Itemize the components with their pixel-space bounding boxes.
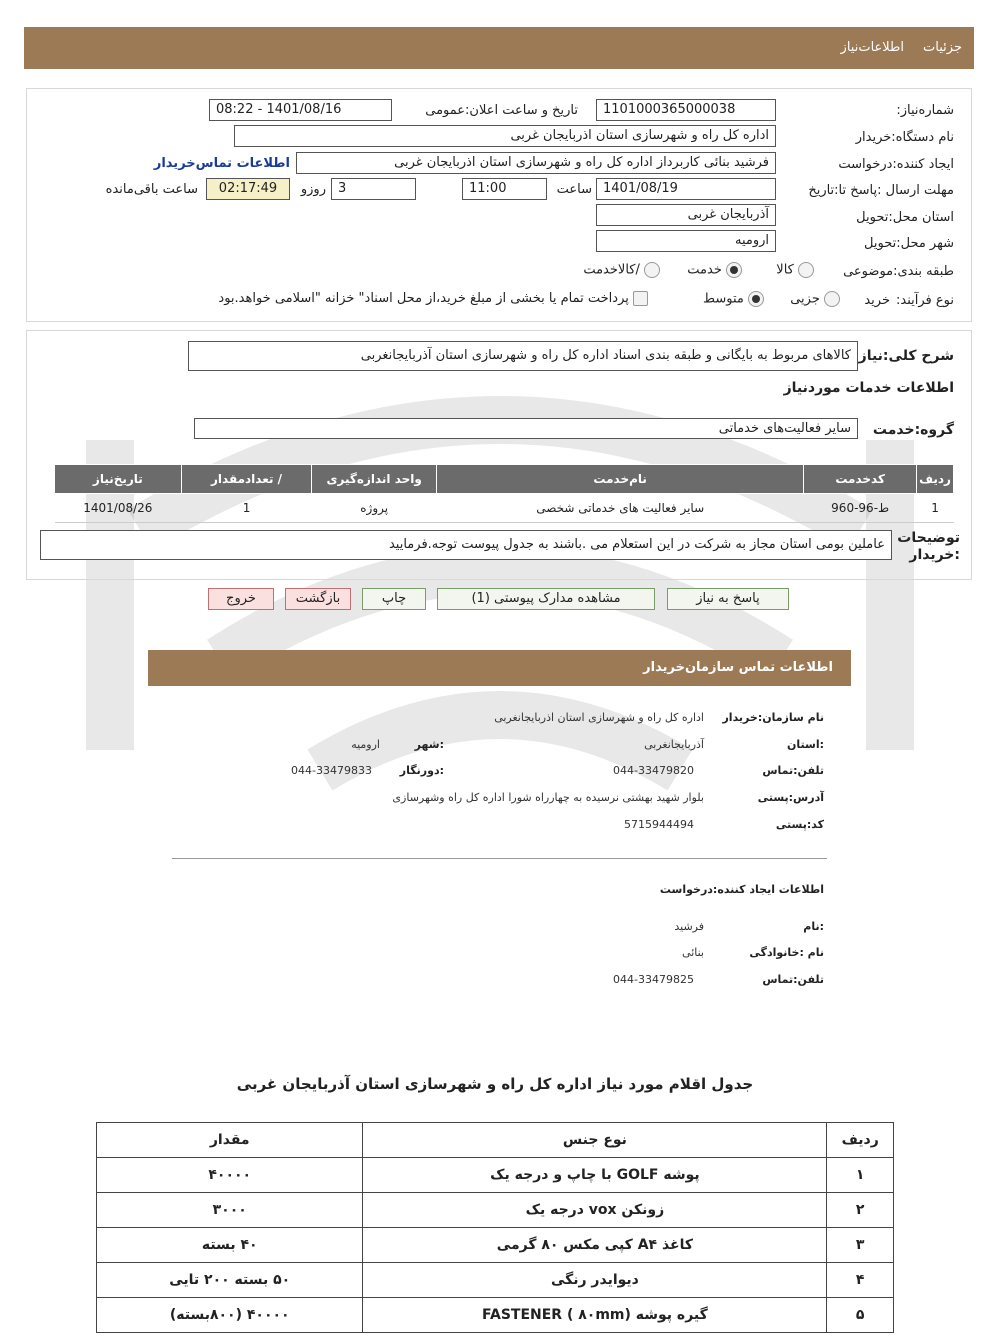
city-contact-label: :شهر xyxy=(414,738,444,751)
province-field: آذربایجان غربی xyxy=(596,204,776,226)
creator-field: فرشید بنائی کاربرداز اداره کل راه و شهرسازی استان اذربایجان غربی xyxy=(296,152,776,174)
item-type: گیره پوشه FASTENER ( ۸۰mm) xyxy=(363,1298,827,1333)
reply-button[interactable]: پاسخ به نیاز xyxy=(667,588,789,610)
need-number-field: 1101000365000038 xyxy=(596,99,776,121)
fax-label: :دورنگار xyxy=(399,764,444,777)
table-row xyxy=(97,1298,894,1333)
col-row: ردیف xyxy=(917,465,954,494)
cell-date: 1401/08/26 xyxy=(55,494,182,523)
item-row-num: ۵ xyxy=(827,1298,894,1333)
process-medium-option[interactable]: متوسط xyxy=(703,291,764,307)
cell-qty: 1 xyxy=(181,494,312,523)
remaining-timer: 02:17:49 xyxy=(206,178,290,200)
announce-field: 1401/08/16 - 08:22 xyxy=(209,99,392,121)
back-button[interactable]: بازگشت xyxy=(285,588,351,610)
buyer-label: نام دستگاه:خریدار xyxy=(855,130,954,145)
tab-need-info[interactable]: اطلاعات‌نیاز xyxy=(840,40,904,55)
exit-button[interactable]: خروج xyxy=(208,588,274,610)
name-value: فرشید xyxy=(674,920,704,933)
category-goods-option[interactable]: کالا xyxy=(776,262,814,278)
items-col-type: نوع جنس xyxy=(363,1123,827,1158)
items-table xyxy=(96,1122,894,1333)
need-number-label: شماره‌نیاز: xyxy=(896,103,954,118)
process-label: نوع فرآیند: xyxy=(896,293,954,308)
item-type: کاغذ A۴ کپی مکس ۸۰ گرمی xyxy=(363,1228,827,1263)
top-header-bar xyxy=(24,27,974,69)
org-label: نام سازمان:خریدار xyxy=(722,711,824,724)
cell-unit: پروژه xyxy=(312,494,437,523)
postal-label: کد:پستی xyxy=(775,818,824,831)
item-type: دیوایدر رنگی xyxy=(363,1263,827,1298)
item-row-num: ۴ xyxy=(827,1263,894,1298)
city-field: ارومیه xyxy=(596,230,776,252)
address-label: آدرس:پستی xyxy=(757,791,824,804)
family-label: نام :خانوادگی xyxy=(749,946,824,959)
province-contact-value: آذربایجانغربی xyxy=(644,738,704,751)
phone-label: تلفن:تماس xyxy=(762,764,824,777)
category-label: طبقه بندی:موضوعی xyxy=(843,264,954,279)
table-row xyxy=(55,494,954,523)
announce-label: تاریخ و ساعت اعلان:عمومی xyxy=(425,103,578,118)
item-qty: ۴۰۰۰۰ (۸۰۰بسته) xyxy=(97,1298,363,1333)
item-qty: ۴۰۰۰۰ xyxy=(97,1158,363,1193)
item-qty: ۴۰ بسته xyxy=(97,1228,363,1263)
postal-value: 5715944494 xyxy=(624,818,694,831)
item-type: پوشه GOLF با چاپ و درجه یک xyxy=(363,1158,827,1193)
days-label: روزو xyxy=(300,182,326,197)
summary-field: کالاهای مربوط به بایگانی و طبقه بندی اسناد اداره کل راه و شهرسازی استان آذربایجانغربی xyxy=(188,341,858,371)
services-title: اطلاعات خدمات موردنیاز xyxy=(783,380,954,396)
item-qty: ۵۰ بسته ۲۰۰ تایی xyxy=(97,1263,363,1298)
category-service-option[interactable]: خدمت xyxy=(687,262,742,278)
org-value: اداره کل راه و شهرسازی استان اذربایجانغربی xyxy=(494,711,704,724)
process-small-option[interactable]: جزیی xyxy=(790,291,840,307)
print-button[interactable]: چاپ xyxy=(362,588,426,610)
table-row xyxy=(97,1263,894,1298)
col-unit: واحد اندازه‌گیری xyxy=(312,465,437,494)
table-row xyxy=(97,1228,894,1263)
payment-checkbox[interactable]: پرداخت تمام یا بخشی از مبلغ خرید،از محل اسناد" خزانه "اسلامی خواهد.بود xyxy=(218,291,648,306)
items-col-qty: مقدار xyxy=(97,1123,363,1158)
group-field: سایر فعالیت‌های خدماتی xyxy=(194,418,858,439)
items-col-row: ردیف xyxy=(827,1123,894,1158)
item-type: زونکن vox درجه یک xyxy=(363,1193,827,1228)
creator-phone-value: 044-33479825 xyxy=(613,973,694,986)
services-table xyxy=(54,464,954,523)
col-name: نام‌خدمت xyxy=(437,465,804,494)
creator-phone-label: تلفن:تماس xyxy=(762,973,824,986)
province-contact-label: :استان xyxy=(787,738,824,751)
col-date: تاریخ‌نیاز xyxy=(55,465,182,494)
table-row xyxy=(97,1193,894,1228)
address-value: بلوار شهید بهشتی نرسیده به چهارراه شورا اداره کل راه وشهرسازی xyxy=(392,791,704,804)
items-table-title: جدول اقلام مورد نیاز اداره کل راه و شهرسازی استان آذربایجان غربی xyxy=(236,1075,754,1093)
notes-label: توضیحات :خریدار xyxy=(897,530,960,563)
city-label: شهر محل:تحویل xyxy=(864,236,954,251)
deadline-time-label: ساعت xyxy=(556,182,592,197)
item-row-num: ۲ xyxy=(827,1193,894,1228)
creator-label: ایجاد کننده:درخواست xyxy=(838,157,954,172)
contact-title: اطلاعات تماس سازمان‌خریدار xyxy=(643,660,833,675)
buyer-contact-link[interactable]: اطلاعات تماس‌خریدار xyxy=(153,156,290,171)
days-field: 3 xyxy=(331,178,416,200)
col-qty: / تعدادمقدار xyxy=(181,465,312,494)
services-table-header xyxy=(55,465,954,494)
family-value: بنائی xyxy=(682,946,704,959)
cell-name: سایر فعالیت های خدماتی شخصی xyxy=(437,494,804,523)
need-info-panel xyxy=(26,88,972,322)
table-row xyxy=(97,1158,894,1193)
process-buy-text: خرید xyxy=(864,293,890,308)
contact-header-bar xyxy=(148,650,851,686)
group-label: گروه:خدمت xyxy=(872,422,954,438)
phone-value: 044-33479820 xyxy=(613,764,694,777)
name-label: :نام xyxy=(803,920,824,933)
summary-label: شرح کلی:نیاز xyxy=(858,348,954,364)
item-row-num: ۱ xyxy=(827,1158,894,1193)
item-qty: ۳۰۰۰ xyxy=(97,1193,363,1228)
city-contact-value: ارومیه xyxy=(351,738,380,751)
deadline-label: مهلت ارسال :پاسخ تا:تاریخ xyxy=(808,183,954,198)
deadline-date-field: 1401/08/19 xyxy=(596,178,776,200)
tab-details[interactable]: جزئیات xyxy=(923,40,962,55)
items-table-header xyxy=(97,1123,894,1158)
buyer-field: اداره کل راه و شهرسازی استان اذربایجان غربی xyxy=(234,125,776,147)
creator-info-title: اطلاعات ایجاد کننده:درخواست xyxy=(659,883,824,896)
fax-value: 044-33479833 xyxy=(291,764,372,777)
cell-code: ط-96-960 xyxy=(804,494,917,523)
province-label: استان محل:تحویل xyxy=(856,210,954,225)
contact-divider xyxy=(172,858,827,859)
category-both-option[interactable]: /کالاخدمت xyxy=(583,262,660,278)
remaining-label: ساعت باقی‌مانده xyxy=(105,182,198,197)
view-documents-button[interactable]: مشاهده مدارک پیوستی (1) xyxy=(437,588,655,610)
col-code: کدخدمت xyxy=(804,465,917,494)
item-row-num: ۳ xyxy=(827,1228,894,1263)
notes-field: عاملین بومی استان مجاز به شرکت در این استعلام می .باشند به جدول پیوست توجه.فرمایید xyxy=(40,530,892,560)
cell-row: 1 xyxy=(917,494,954,523)
deadline-time-field: 11:00 xyxy=(462,178,547,200)
